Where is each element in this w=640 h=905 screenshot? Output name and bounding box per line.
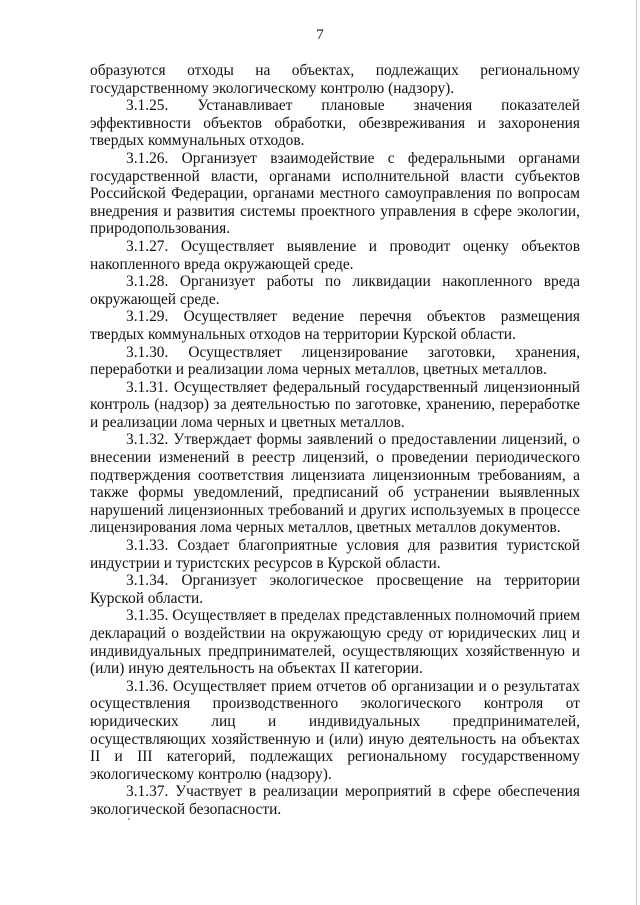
clause-3-1-26: 3.1.26. Организует взаимодействие с федеральными органами государственной власти, органами исполнительной власти субъектов Российской Федерации, органами местного самоуправления по вопросам внедрения и развития системы проектного управления в сфере экологии, природопользования. (90, 149, 580, 238)
document-body (90, 62, 580, 819)
clause-3-1-25: 3.1.25. Устанавливает плановые значения показателей эффективности объектов обработки, обезвреживания и захоронения твердых коммунальных отходов. (90, 97, 580, 150)
scan-speck (128, 818, 130, 820)
clause-3-1-29: 3.1.29. Осуществляет ведение перечня объектов размещения твердых коммунальных отходов на территории Курской области. (90, 308, 580, 343)
clause-3-1-30: 3.1.30. Осуществляет лицензирование заготовки, хранения, переработки и реализации лома черных металлов, цветных металлов. (90, 343, 580, 379)
continued-paragraph: образуются отходы на объектах, подлежащих региональному государственному экологическому контролю (надзору). (90, 62, 580, 97)
clause-3-1-27: 3.1.27. Осуществляет выявление и проводит оценку объектов накопленного вреда окружающей среде. (90, 237, 580, 273)
clause-3-1-31: 3.1.31. Осуществляет федеральный государственный лицензионный контроль (надзор) за деятельностью по заготовке, хранению, переработке и реализации лома черных и цветных металлов. (90, 378, 580, 431)
clause-3-1-35: 3.1.35. Осуществляет в пределах представленных полномочий прием деклараций о воздействии на окружающую среду от юридических лиц и индивидуальных предпринимателей, осуществляющих хозяйственную и (или) иную деятельность на объектах II категории. (90, 607, 580, 678)
clause-3-1-28: 3.1.28. Организует работы по ликвидации накопленного вреда окружающей среде. (90, 273, 580, 308)
clause-3-1-32: 3.1.32. Утверждает формы заявлений о предоставлении лицензий, о внесении изменений в реестр лицензий, о проведении периодического подтверждения соответствия лицензиата лицензионным требованиям, а также формы уведомлений, предписаний об устранении выявленных нарушений лицензионных требований и других используемых в процессе лицензирования лома черных металлов, цветных металлов документов. (90, 431, 580, 537)
clause-3-1-36: 3.1.36. Осуществляет прием отчетов об организации и о результатах осуществления производственного экологического контроля от юридических лиц и индивидуальных предпринимателей, осуществляющих хозяйственную и (или) иную деятельность на объектах II и III категорий, подлежащих региональному государственному экологическому контролю (надзору). (90, 677, 580, 783)
scan-edge-line (636, 0, 637, 905)
clause-3-1-34: 3.1.34. Организует экологическое просвещение на территории Курской области. (90, 572, 580, 607)
clause-3-1-37: 3.1.37. Участвует в реализации мероприятий в сфере обеспечения экологической безопасности. (90, 783, 580, 818)
page-number: 7 (316, 27, 324, 43)
clause-3-1-33: 3.1.33. Создает благоприятные условия для развития туристской индустрии и туристских ресурсов в Курской области. (90, 537, 580, 572)
